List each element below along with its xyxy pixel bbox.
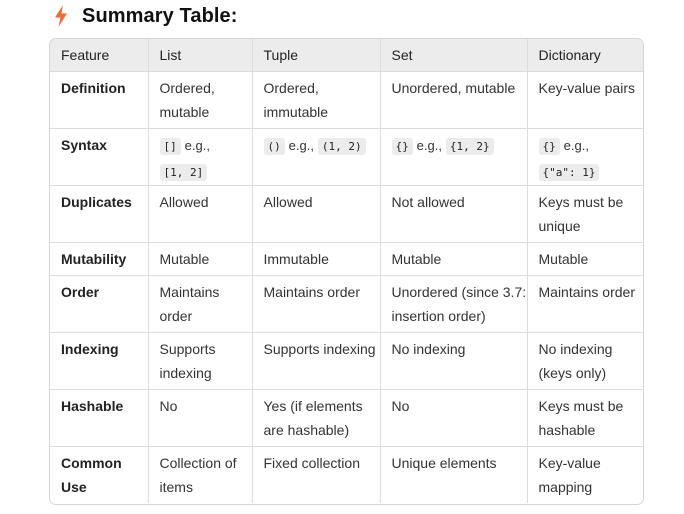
table-row <box>50 332 643 389</box>
row-feature: Common Use <box>50 446 148 503</box>
row-feature: Syntax <box>50 128 148 185</box>
cell-set: No indexing <box>380 332 527 389</box>
eg-text: e.g., <box>184 137 210 153</box>
inline-code: [] <box>160 138 181 155</box>
cell-list: Maintains order <box>148 275 252 332</box>
inline-code: {} <box>539 138 560 155</box>
cell-tuple: Supports indexing <box>252 332 380 389</box>
header-list: List <box>148 39 252 71</box>
cell-set: Mutable <box>380 242 527 275</box>
row-feature: Hashable <box>50 389 148 446</box>
eg-text: e.g., <box>288 137 314 153</box>
cell-list <box>148 128 252 185</box>
header-set: Set <box>380 39 527 71</box>
cell-tuple <box>252 128 380 185</box>
lightning-bolt-icon <box>54 5 68 27</box>
header-tuple: Tuple <box>252 39 380 71</box>
heading-title: Summary Table: <box>82 4 238 27</box>
eg-text: e.g., <box>416 137 442 153</box>
cell-dictionary: Key-value mapping <box>538 454 601 495</box>
inline-code: {} <box>392 138 413 155</box>
cell-set: Unordered (since 3.7: insertion order) <box>380 275 527 332</box>
table-row <box>50 71 643 128</box>
cell-set: No <box>380 389 527 446</box>
cell-tuple: Yes (if elements are hashable) <box>252 389 380 446</box>
summary-table <box>49 38 644 505</box>
row-feature: Order <box>50 275 148 332</box>
cell-tuple: Fixed collection <box>252 446 380 503</box>
cell-tuple: Ordered, immutable <box>252 71 380 128</box>
table-row <box>50 275 643 332</box>
table-header-row <box>50 39 643 71</box>
cell-set: Not allowed <box>380 185 527 242</box>
eg-text: e.g., <box>563 137 589 153</box>
row-feature: Indexing <box>50 332 148 389</box>
header-feature: Feature <box>50 39 148 71</box>
cell-set <box>380 128 527 185</box>
cell-dictionary: Keys must be unique <box>527 185 643 242</box>
cell-set: Unique elements <box>380 446 527 503</box>
inline-code: () <box>264 138 285 155</box>
table-row <box>50 185 643 242</box>
cell-dictionary: Maintains order <box>527 275 643 332</box>
section-heading <box>54 4 238 28</box>
header-dictionary: Dictionary <box>527 39 643 71</box>
cell-dictionary: Key-value pairs <box>527 71 643 128</box>
cell-dictionary <box>527 128 643 185</box>
cell-tuple: Maintains order <box>252 275 380 332</box>
cell-dictionary: No indexing (keys only) <box>527 332 643 389</box>
inline-code: {1, 2} <box>446 138 494 155</box>
row-feature: Duplicates <box>50 185 148 242</box>
table-row <box>50 389 643 446</box>
cell-list: Collection of items <box>148 446 252 503</box>
cell-list: Ordered, mutable <box>148 71 252 128</box>
cell-list: Supports indexing <box>148 332 252 389</box>
cell-list: Allowed <box>148 185 252 242</box>
cell-list: No <box>148 389 252 446</box>
cell-tuple: Immutable <box>252 242 380 275</box>
cell-tuple: Allowed <box>252 185 380 242</box>
cell-dictionary: Keys must be hashable <box>527 389 643 446</box>
cell-set: Unordered, mutable <box>380 71 527 128</box>
cell-list: Mutable <box>148 242 252 275</box>
table-row <box>50 128 643 185</box>
inline-code: {"a": 1} <box>539 164 600 181</box>
table-row <box>50 446 643 503</box>
row-feature: Mutability <box>50 242 148 275</box>
cell-dictionary: Mutable <box>527 242 643 275</box>
inline-code: (1, 2) <box>318 138 366 155</box>
inline-code: [1, 2] <box>160 164 208 181</box>
table-row <box>50 242 643 275</box>
row-feature: Definition <box>50 71 148 128</box>
